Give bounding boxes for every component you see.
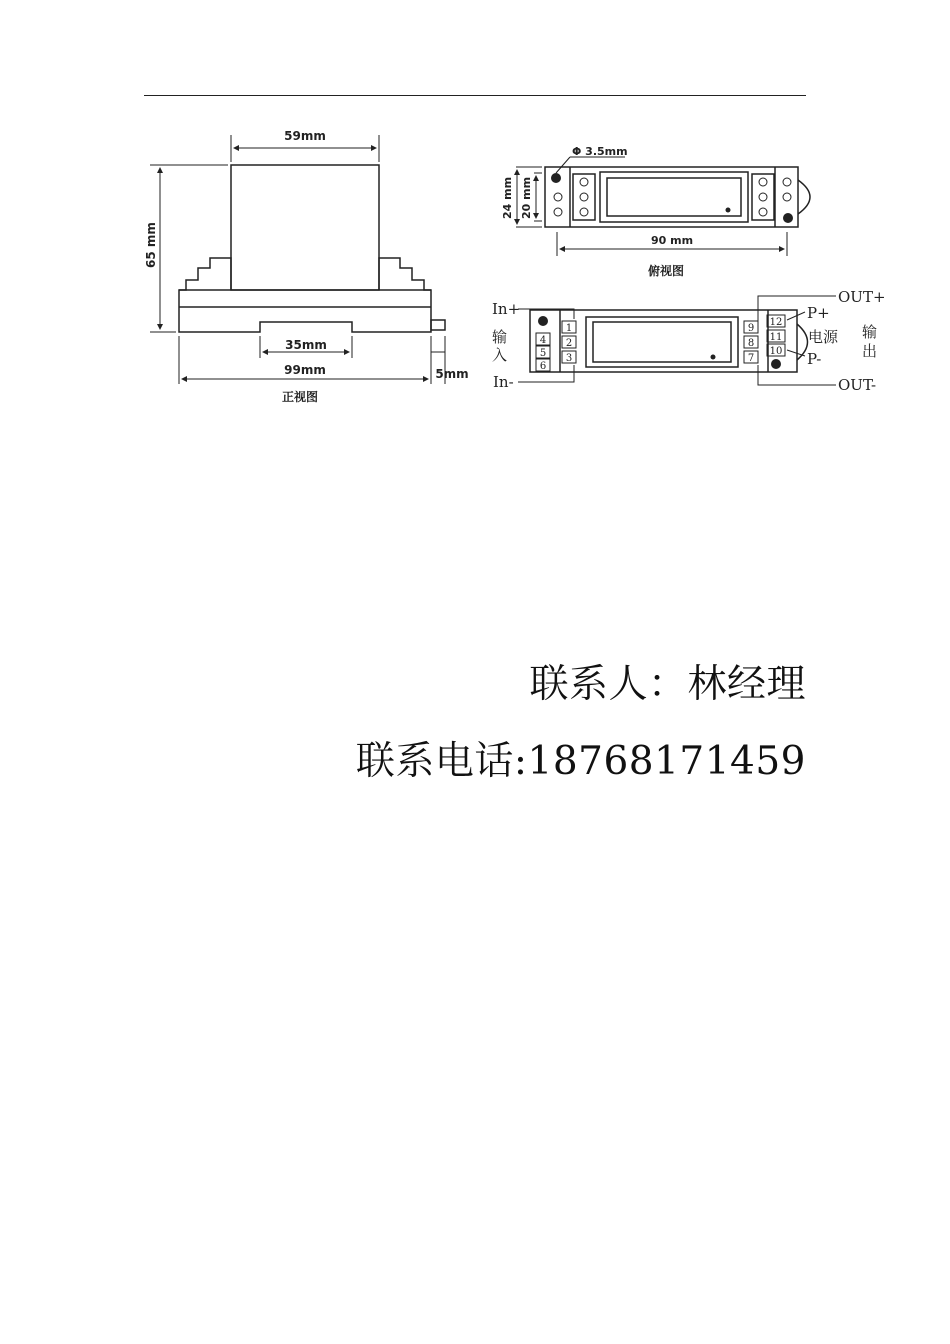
- dimension-drawing: [0, 0, 950, 430]
- terminal-1: 1: [565, 323, 573, 334]
- top-view: [545, 167, 810, 227]
- mount-hole-icon: [538, 316, 548, 326]
- mount-hole-icon: [771, 359, 781, 369]
- terminal-9: 9: [747, 323, 755, 334]
- contact-phone: 联系电话:18768171459: [355, 739, 806, 784]
- dim-hole: Φ 3.5mm: [572, 145, 628, 158]
- terminal-6: 6: [539, 361, 547, 372]
- label-in-minus: In-: [493, 373, 514, 391]
- terminal-3: 3: [565, 353, 573, 364]
- mount-hole-icon: [783, 213, 793, 223]
- dim-offset: 5mm: [435, 367, 469, 381]
- terminal-8: 8: [747, 338, 755, 349]
- terminal-2: 2: [565, 338, 573, 349]
- label-in-plus: In+: [492, 300, 521, 318]
- dim-inner-height: 20 mm: [520, 176, 533, 220]
- label-p-minus: P-: [807, 350, 822, 368]
- led-dot-icon: [726, 208, 731, 213]
- dim-width-top: 59mm: [284, 129, 326, 143]
- terminal-12: 12: [769, 317, 783, 328]
- dim-rail-width: 35mm: [285, 338, 327, 352]
- top-clip: [798, 180, 810, 214]
- label-input-1: 输: [492, 328, 508, 346]
- top-body: [545, 167, 798, 227]
- terminal-7: 7: [747, 353, 755, 364]
- led-dot-icon: [711, 355, 716, 360]
- terminal-10: 10: [769, 346, 783, 357]
- terminal-4: 4: [539, 335, 547, 346]
- top-terminal-screws: [554, 178, 791, 216]
- dim-outer-height: 24 mm: [501, 176, 514, 220]
- front-view-caption: 正视图: [281, 390, 319, 404]
- front-left-step: [179, 258, 231, 307]
- contact-person: 联系人：林经理: [529, 662, 806, 707]
- label-input-2: 入: [492, 346, 508, 364]
- front-right-step: [379, 258, 431, 307]
- label-p-plus: P+: [807, 304, 830, 322]
- label-out-plus: OUT+: [838, 288, 886, 306]
- dim-height: 65 mm: [144, 222, 158, 268]
- label-out-minus: OUT-: [838, 376, 877, 394]
- front-clip: [431, 320, 445, 330]
- front-view: [179, 165, 445, 332]
- front-base: [179, 307, 431, 332]
- top-view-caption: 俯视图: [647, 264, 685, 278]
- label-output-1: 输: [862, 323, 878, 341]
- label-output-2: 出: [862, 342, 878, 360]
- label-power: 电源: [808, 328, 839, 346]
- dim-total-width: 99mm: [284, 363, 326, 377]
- dim-length: 90 mm: [650, 234, 694, 247]
- terminal-11: 11: [769, 332, 783, 343]
- mount-hole-icon: [551, 173, 561, 183]
- front-housing: [231, 165, 379, 290]
- terminal-5: 5: [539, 348, 547, 359]
